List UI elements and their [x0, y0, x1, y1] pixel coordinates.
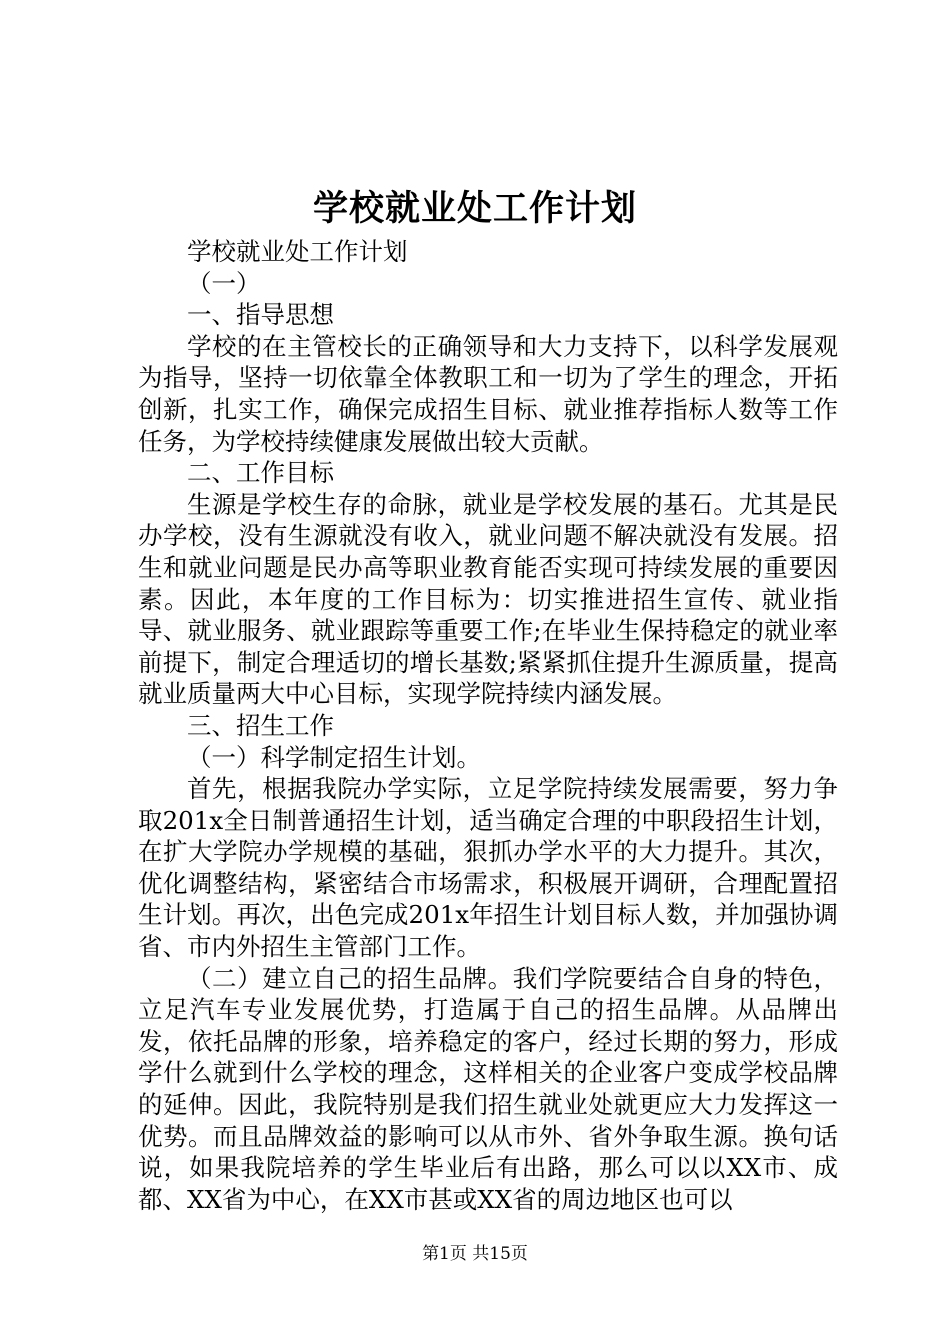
document-body [138, 236, 838, 1215]
document-title: 学校就业处工作计划 [312, 188, 637, 229]
paragraph-guiding-ideology: 学校的在主管校长的正确领导和大力支持下，以科学发展观为指导，坚持一切依靠全体教职工和一切为了学生的理念，开拓创新，扎实工作，确保完成招生目标、就业推荐指标人数等工作任务，为学校持续健康发展做出较大贡献。 [138, 331, 838, 456]
heading-work-goals: 二、工作目标 [187, 458, 334, 488]
page-number: 第1页 共15页 [422, 1244, 528, 1264]
paragraph-work-goals: 生源是学校生存的命脉，就业是学校发展的基石。尤其是民办学校，没有生源就没有收入，就业问题不解决就没有发展。招生和就业问题是民办高等职业教育能否实现可持续发展的重要因素。因此，本年度的工作目标为：切实推进招生宣传、就业指导、就业服务、就业跟踪等重要工作;在毕业生保持稳定的就业率前提下，制定合理适切的增长基数;紧紧抓住提升生源质量，提高就业质量两大中心目标，实现学院持续内涵发展。 [138, 489, 838, 709]
heading-enrollment-work: 三、招生工作 [187, 710, 334, 740]
paragraph-enrollment-brand: （二）建立自己的招生品牌。我们学院要结合自身的特色，立足汽车专业发展优势，打造属于自己的招生品牌。从品牌出发，依托品牌的形象，培养稳定的客户，经过长期的努力，形成学什么就到什么学校的理念，这样相关的企业客户变成学校品牌的延伸。因此，我院特别是我们招生就业处就更应大力发挥这一优势。而且品牌效益的影响可以从市外、省外争取生源。换句话说，如果我院培养的学生毕业后有出路，那么可以以XX市、成都、XX省为中心，在XX市甚或XX省的周边地区也可以 [138, 963, 838, 1214]
paragraph-enrollment-plan: 首先，根据我院办学实际，立足学院持续发展需要，努力争取201x全日制普通招生计划，适当确定合理的中职段招生计划，在扩大学院办学规模的基础，狠抓办学水平的大力提升。其次，优化调整结构，紧密结合市场需求，积极展开调研，合理配置招生计划。再次，出色完成201x年招生计划目标人数，并加强协调省、市内外招生主管部门工作。 [138, 774, 838, 962]
paragraph-part-one-marker: （一） [187, 268, 261, 298]
subheading-enrollment-plan: （一）科学制定招生计划。 [187, 742, 481, 772]
paragraph-subtitle: 学校就业处工作计划 [187, 237, 408, 266]
heading-guiding-ideology: 一、指导思想 [187, 300, 334, 330]
